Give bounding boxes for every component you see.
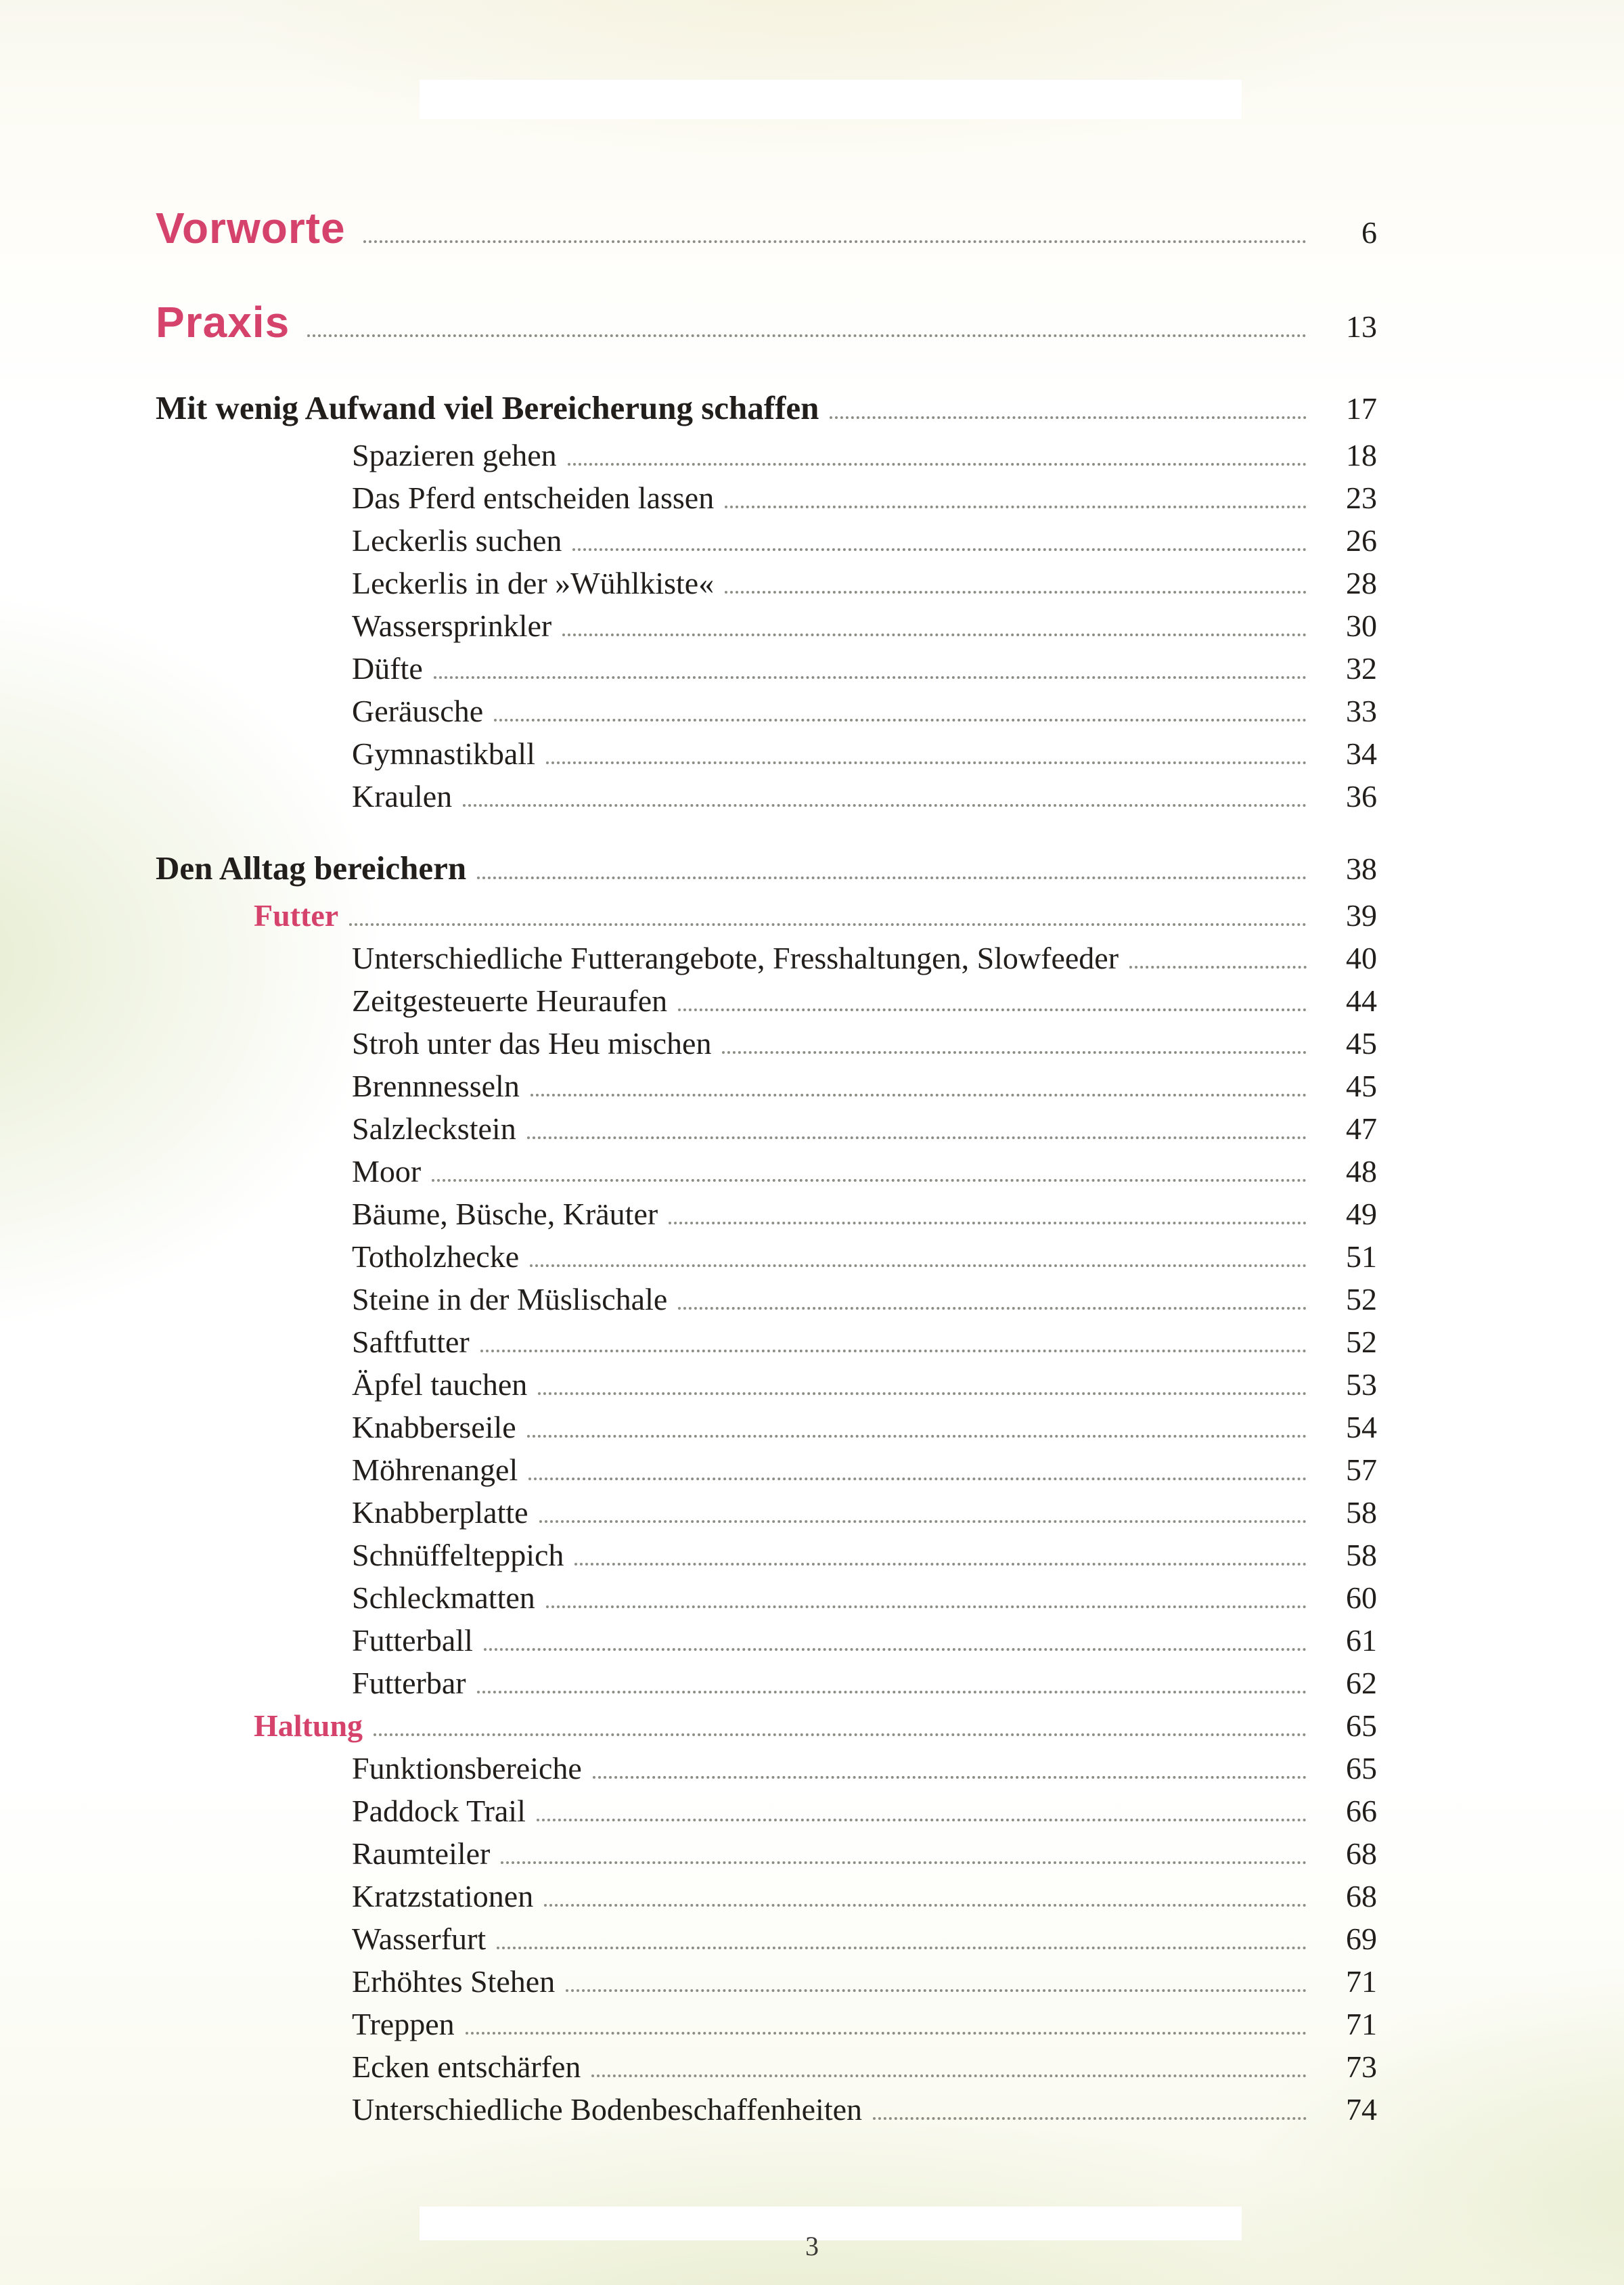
page-number: 3	[805, 2231, 819, 2261]
toc-entry	[156, 647, 1377, 690]
toc-entry	[156, 1321, 1377, 1363]
toc-entry	[156, 1363, 1377, 1406]
dotted-leader	[434, 676, 1307, 679]
toc-entry-page: 58	[1346, 1495, 1377, 1530]
toc-entry-label: Salzleckstein	[352, 1111, 516, 1146]
toc-entry	[156, 1022, 1377, 1065]
toc-entry-label: Knabberplatte	[352, 1495, 528, 1530]
toc-entry-page: 66	[1346, 1794, 1377, 1828]
toc-entry	[156, 937, 1377, 979]
toc-entry-label: Den Alltag bereichern	[156, 849, 467, 887]
toc-entry-page: 74	[1346, 2092, 1377, 2127]
toc-entry-page: 28	[1346, 566, 1377, 600]
dotted-leader	[363, 240, 1307, 243]
toc-entry-label: Saftfutter	[352, 1325, 470, 1359]
dotted-leader	[546, 1605, 1307, 1608]
toc-entry-page: 30	[1346, 608, 1377, 643]
dotted-leader	[591, 2075, 1307, 2077]
toc-entry-label: Haltung	[254, 1708, 363, 1743]
toc-entry	[156, 894, 1377, 937]
toc-entry-page: 58	[1346, 1538, 1377, 1572]
dotted-leader	[527, 1435, 1307, 1438]
toc-entry-page: 68	[1346, 1836, 1377, 1871]
toc-entry	[156, 434, 1377, 476]
dotted-leader	[538, 1392, 1307, 1395]
toc-entry-page: 45	[1346, 1069, 1377, 1103]
dotted-leader	[725, 591, 1307, 594]
dotted-leader	[374, 1733, 1307, 1736]
toc-entry	[156, 1747, 1377, 1790]
toc-entry-page: 13	[1346, 309, 1377, 344]
dotted-leader	[494, 719, 1307, 722]
toc-entry-label: Mit wenig Aufwand viel Bereicherung schaffen	[156, 389, 819, 426]
toc-entry-label: Kratzstationen	[352, 1879, 534, 1913]
dotted-leader	[722, 1051, 1307, 1054]
toc-entry-page: 54	[1346, 1410, 1377, 1444]
toc-entry-label: Leckerlis in der »Wühlkiste«	[352, 566, 715, 600]
toc-entry	[156, 2003, 1377, 2045]
toc-entry-label: Futter	[254, 898, 339, 933]
toc-entry	[156, 1406, 1377, 1448]
dotted-leader	[480, 1350, 1307, 1352]
toc-entry-label: Leckerlis suchen	[352, 523, 562, 558]
toc-entry-label: Schleckmatten	[352, 1580, 535, 1615]
dotted-leader	[484, 1648, 1307, 1651]
toc-entry	[156, 604, 1377, 647]
toc-entry	[156, 690, 1377, 732]
toc-entry	[156, 562, 1377, 604]
toc-entry-page: 61	[1346, 1623, 1377, 1658]
dotted-leader	[432, 1179, 1307, 1182]
dotted-leader	[669, 1222, 1307, 1224]
toc-entry-page: 48	[1346, 1154, 1377, 1189]
toc-entry	[156, 1917, 1377, 1960]
dotted-leader	[544, 1904, 1307, 1907]
toc-entry-label: Vorworte	[156, 204, 346, 252]
dotted-leader	[678, 1008, 1307, 1011]
toc-entry	[156, 732, 1377, 775]
dotted-leader	[528, 1478, 1307, 1480]
toc-entry-page: 26	[1346, 523, 1377, 558]
toc-entry	[156, 1534, 1377, 1576]
toc-entry-label: Kraulen	[352, 779, 453, 814]
dotted-leader	[725, 506, 1307, 508]
toc-entry-page: 39	[1346, 898, 1377, 933]
dotted-leader	[537, 1819, 1307, 1821]
dotted-leader	[466, 2032, 1307, 2035]
toc-entry-label: Bäume, Büsche, Kräuter	[352, 1197, 658, 1231]
toc-entry-page: 57	[1346, 1452, 1377, 1487]
toc-entry	[156, 1790, 1377, 1832]
dotted-leader	[568, 463, 1307, 466]
toc-entry	[156, 1832, 1377, 1875]
toc-entry	[156, 1065, 1377, 1107]
toc-list	[156, 198, 1377, 2131]
toc-entry-page: 34	[1346, 736, 1377, 771]
toc-entry-page: 65	[1346, 1708, 1377, 1743]
toc-entry	[156, 1193, 1377, 1235]
toc-entry	[156, 1235, 1377, 1278]
dotted-leader	[574, 1563, 1307, 1566]
toc-entry-label: Äpfel tauchen	[352, 1367, 528, 1402]
toc-entry-label: Knabberseile	[352, 1410, 516, 1444]
toc-entry	[156, 1875, 1377, 1917]
toc-entry	[156, 775, 1377, 818]
toc-entry-label: Gymnastikball	[352, 736, 535, 771]
toc-entry	[156, 1278, 1377, 1321]
toc-entry-page: 33	[1346, 694, 1377, 728]
dotted-leader	[349, 923, 1307, 926]
toc-entry-page: 32	[1346, 651, 1377, 686]
toc-entry-page: 6	[1361, 215, 1377, 250]
toc-entry-page: 18	[1346, 438, 1377, 472]
toc-entry-label: Zeitgesteuerte Heuraufen	[352, 983, 668, 1018]
toc-entry-label: Wasserfurt	[352, 1922, 487, 1956]
toc-entry-page: 62	[1346, 1666, 1377, 1700]
toc-entry-label: Wassersprinkler	[352, 608, 552, 643]
toc-entry-label: Das Pferd entscheiden lassen	[352, 481, 715, 515]
toc-entry-page: 38	[1346, 851, 1377, 886]
dotted-leader	[497, 1947, 1307, 1949]
toc-entry	[156, 1704, 1377, 1747]
toc-entry-label: Stroh unter das Heu mischen	[352, 1026, 712, 1061]
toc-entry-label: Futterball	[352, 1623, 473, 1658]
toc-entry-label: Unterschiedliche Futterangebote, Fresshaltungen, Slowfeeder	[352, 941, 1119, 975]
toc-entry	[156, 198, 1377, 263]
toc-entry-page: 73	[1346, 2049, 1377, 2084]
toc-entry-label: Geräusche	[352, 694, 484, 728]
toc-entry	[156, 1107, 1377, 1150]
toc-entry-label: Raumteiler	[352, 1836, 491, 1871]
toc-entry-label: Steine in der Müslischale	[352, 1282, 668, 1316]
dotted-leader	[530, 1264, 1307, 1267]
dotted-leader	[566, 1989, 1307, 1992]
toc-entry-page: 71	[1346, 2007, 1377, 2041]
toc-entry-label: Ecken entschärfen	[352, 2049, 581, 2084]
toc-entry-label: Moor	[352, 1154, 422, 1189]
toc-entry-page: 52	[1346, 1282, 1377, 1316]
toc-entry-page: 68	[1346, 1879, 1377, 1913]
toc-entry-page: 23	[1346, 481, 1377, 515]
toc-entry	[156, 846, 1377, 891]
toc-entry	[156, 1150, 1377, 1193]
dotted-leader	[572, 548, 1307, 551]
dotted-leader	[1129, 966, 1307, 969]
toc-entry-label: Spazieren gehen	[352, 438, 557, 472]
toc-entry-page: 44	[1346, 983, 1377, 1018]
toc-entry	[156, 1960, 1377, 2003]
toc-entry-page: 45	[1346, 1026, 1377, 1061]
toc-entry	[156, 1619, 1377, 1662]
dotted-leader	[527, 1136, 1307, 1139]
toc-entry-page: 52	[1346, 1325, 1377, 1359]
toc-entry	[156, 386, 1377, 431]
toc-entry-page: 51	[1346, 1239, 1377, 1274]
toc-entry-page: 65	[1346, 1751, 1377, 1785]
toc-entry-label: Treppen	[352, 2007, 455, 2041]
dotted-leader	[531, 1094, 1307, 1096]
toc-entry	[156, 292, 1377, 357]
dotted-leader	[873, 2117, 1307, 2120]
toc-entry	[156, 1491, 1377, 1534]
toc-entry-page: 60	[1346, 1580, 1377, 1615]
toc-entry-label: Futterbar	[352, 1666, 466, 1700]
toc-entry-page: 40	[1346, 941, 1377, 975]
toc-entry-label: Praxis	[156, 298, 290, 347]
toc-entry	[156, 2088, 1377, 2131]
toc-entry	[156, 1662, 1377, 1704]
dotted-leader	[830, 416, 1307, 419]
dotted-leader	[477, 1691, 1307, 1693]
toc-entry-page: 17	[1346, 391, 1377, 426]
toc-entry-label: Möhrenangel	[352, 1452, 518, 1487]
toc-entry	[156, 1576, 1377, 1619]
dotted-leader	[678, 1307, 1307, 1310]
toc-entry-label: Totholzhecke	[352, 1239, 520, 1274]
dotted-leader	[501, 1861, 1307, 1864]
toc-entry-label: Brennnesseln	[352, 1069, 520, 1103]
dotted-leader	[463, 804, 1307, 807]
dotted-leader	[477, 877, 1307, 879]
toc-entry-label: Paddock Trail	[352, 1794, 526, 1828]
toc-entry-page: 71	[1346, 1964, 1377, 1999]
toc-entry-page: 47	[1346, 1111, 1377, 1146]
toc-entry-page: 36	[1346, 779, 1377, 814]
toc-entry-label: Erhöhtes Stehen	[352, 1964, 556, 1999]
dotted-leader	[562, 634, 1307, 636]
toc-entry	[156, 519, 1377, 562]
dotted-leader	[307, 334, 1307, 337]
dotted-leader	[593, 1776, 1307, 1779]
toc-entry	[156, 2045, 1377, 2088]
toc-entry-label: Düfte	[352, 651, 423, 686]
toc-entry-label: Funktionsbereiche	[352, 1751, 582, 1785]
toc-entry	[156, 979, 1377, 1022]
toc-entry-page: 49	[1346, 1197, 1377, 1231]
dotted-leader	[546, 761, 1307, 764]
toc-entry	[156, 476, 1377, 519]
toc-entry-page: 53	[1346, 1367, 1377, 1402]
toc-entry	[156, 1448, 1377, 1491]
toc-entry-page: 69	[1346, 1922, 1377, 1956]
dotted-leader	[539, 1520, 1307, 1523]
toc-entry-label: Unterschiedliche Bodenbeschaffenheiten	[352, 2092, 863, 2127]
toc-entry-label: Schnüffelteppich	[352, 1538, 564, 1572]
